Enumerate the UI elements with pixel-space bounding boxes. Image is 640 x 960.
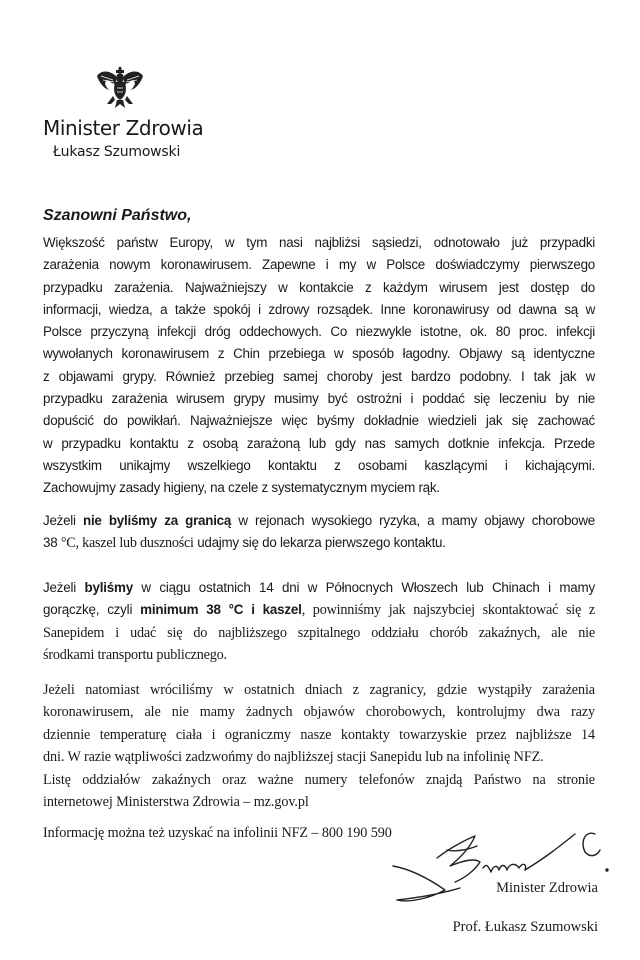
text-line: dni. W razie wątpliwości zadzwońmy do najbliższej stacji Sanepidu lub na infolinię NFZ.: [43, 748, 544, 765]
text-fragment: °C, kaszel lub duszności: [60, 535, 194, 552]
website-link[interactable]: mz.gov.pl: [253, 794, 309, 811]
text-line: [43, 599, 595, 621]
letterhead-name: Łukasz Szumowski: [53, 144, 181, 160]
text-line: dopuścić do powikłań. Najważniejsze więc byśmy dokładnie wiedzieli jak się zachować: [43, 413, 595, 429]
text-line: Polsce przyczyną infekcji dróg oddechowych. Co niezwykle istotne, ok. 80 proc. infekcji: [43, 324, 595, 340]
text-line: dziennie temperaturę ciała i ograniczmy nasze kontakty towarzyskie przez najbliższe 14: [43, 726, 595, 743]
text-line: koronawirusem, ale nie mamy żadnych objawów chorobowych, kontrolujmy dwa razy: [43, 704, 595, 721]
bold-text: nie byliśmy za granicą: [83, 513, 232, 528]
text-line: [43, 791, 595, 813]
text-line: wszystkim unikajmy wszelkiego kontaktu z osobami kaszlącymi i kichającymi.: [43, 457, 595, 473]
text-line: [43, 510, 595, 532]
text-line: informacji, wiedza, a także spokój i zdrowy rozsądek. Inne koronawirusy od dawna są w: [43, 301, 595, 317]
paragraph-hospital-list: [43, 769, 595, 814]
text-line: z objawami grypy. Również przebieg samej choroby jest bardzo podobny. I tak jak w: [43, 368, 595, 384]
text-fragment: internetowej Ministerstwa Zdrowia –: [43, 794, 254, 811]
hotline-phone-number: 800 190 590: [321, 825, 392, 841]
text-fragment: , powinniśmy jak najszybciej skontaktować się z: [301, 602, 595, 619]
bold-text: byliśmy: [84, 580, 133, 595]
text-line: wywołanych koronawirusem z Chin przebiega w sposób łagodny. Objawy są identyczne: [43, 346, 595, 362]
paragraph-travel: [43, 577, 595, 666]
letterhead-title: Minister Zdrowia: [43, 116, 204, 140]
text-fragment: Informację można też uzyskać na infolinii NFZ –: [43, 825, 322, 841]
text-line: [43, 577, 595, 599]
text-fragment: w rejonach wysokiego ryzyka, a mamy objawy chorobowe: [231, 513, 595, 528]
text-line: Większość państw Europy, w tym nasi najbliżsi sąsiedzi, odnotowało już przypadki: [43, 235, 595, 250]
signature-name: Prof. Łukasz Szumowski: [452, 919, 598, 935]
salutation: Szanowni Państwo,: [43, 207, 192, 224]
text-fragment: gorączkę, czyli: [43, 602, 141, 618]
text-line: środkami transportu publicznego.: [43, 646, 227, 663]
text-line: Zachowujmy zasady higieny, na czele z systematycznym myciem rąk.: [43, 480, 440, 496]
text-fragment: 38: [43, 535, 61, 551]
text-line: przypadku zarażenia wirusem grypy musimy być ostrożni i poddać się leczeniu by nie: [43, 391, 595, 407]
polish-eagle-emblem-icon: [95, 64, 145, 110]
text-line: [43, 532, 595, 554]
paragraph-intro: [43, 232, 595, 500]
text-line: Listę oddziałów zakaźnych oraz ważne numery telefonów znajdą Państwo na stronie: [43, 772, 595, 788]
text-line: w przypadku kontaktu z osobą zarażoną lub gdy nas samych dotknie infekcja. Przede: [43, 435, 595, 451]
signature-title: Minister Zdrowia: [496, 880, 598, 896]
text-fragment: udajmy się do lekarza pierwszego kontaktu.: [193, 535, 446, 551]
text-line: Sanepidem i udać się do najbliższego szpitalnego oddziału chorób zakaźnych, ale nie: [43, 624, 595, 641]
bold-text: minimum 38 °C i kaszel: [140, 602, 302, 618]
text-line: zarażenia nowym koronawirusem. Zapewne i my w Polsce doświadczymy pierwszego: [43, 257, 595, 273]
text-fragment: Jeżeli: [43, 580, 85, 595]
handwritten-signature-icon: [385, 828, 635, 918]
text-line: przypadku zarażenia. Najważniejszy w kontakcie z każdym wirusem jest dostęp do: [43, 279, 595, 295]
paragraph-no-travel: [43, 510, 595, 555]
text-fragment: w ciągu ostatnich 14 dni w Północnych Włoszech lub Chinach i mamy: [132, 580, 595, 595]
text-fragment: Jeżeli: [43, 513, 84, 528]
text-line: Jeżeli natomiast wróciliśmy w ostatnich dniach z zagranicy, gdzie wystąpiły zarażenia: [43, 682, 595, 698]
paragraph-returned: [43, 679, 595, 768]
